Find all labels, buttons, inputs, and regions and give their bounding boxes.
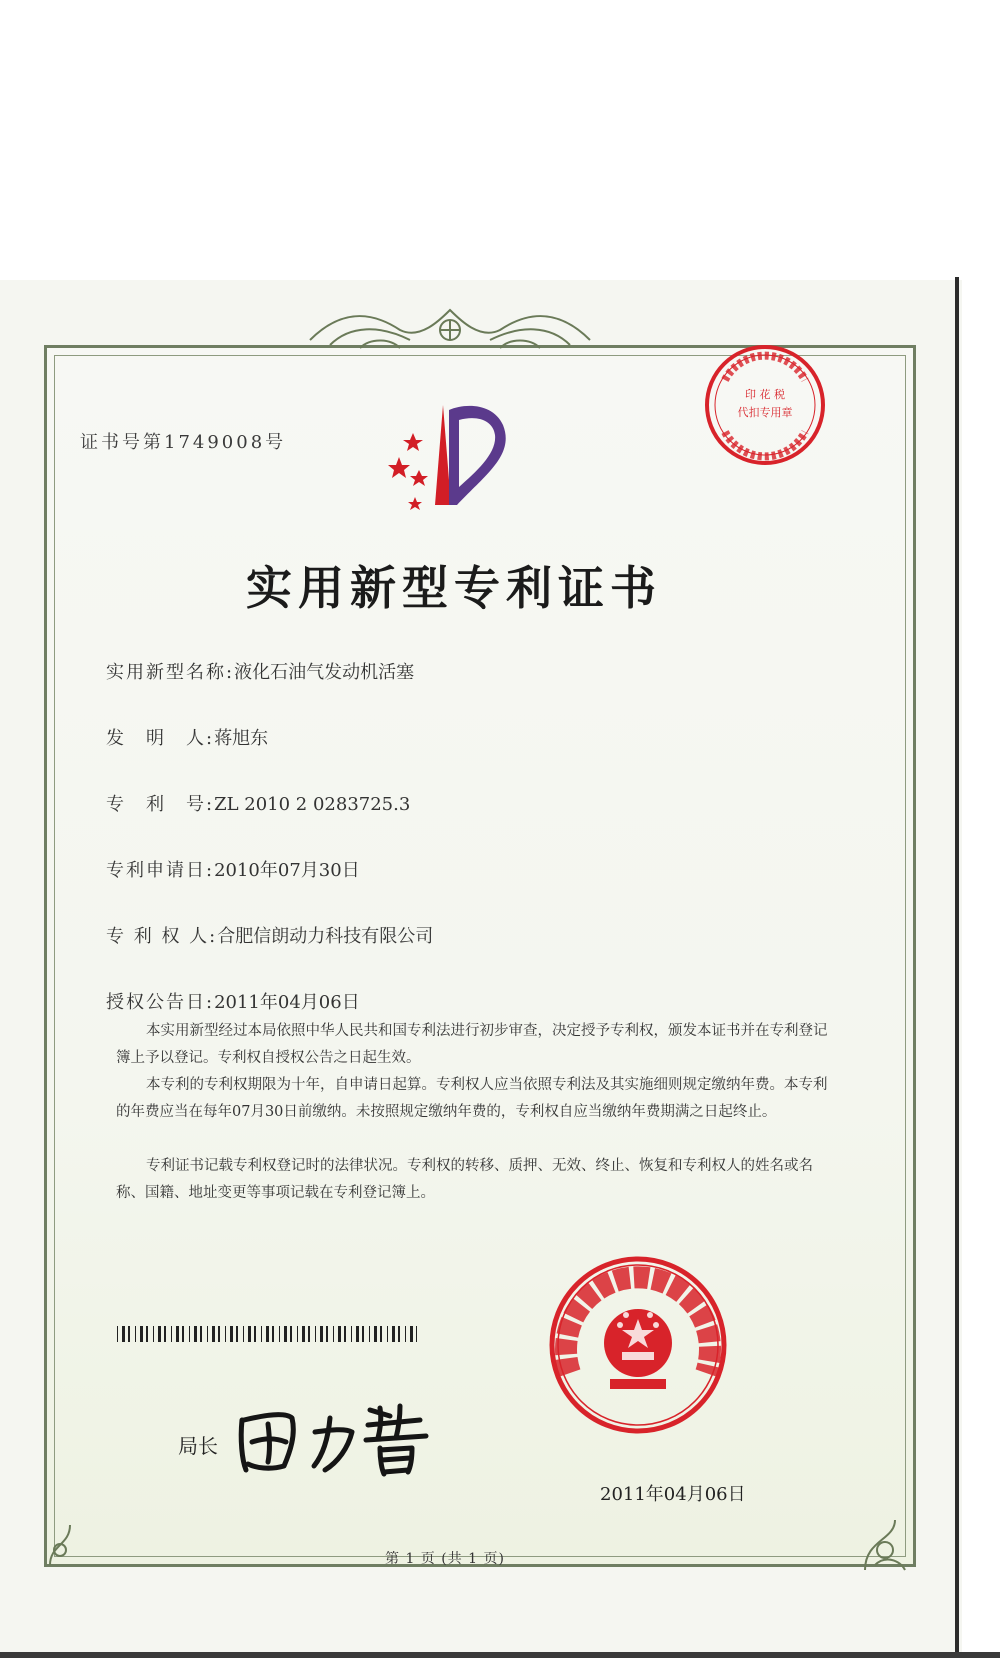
field-label: 专 利 号:: [106, 794, 215, 815]
certificate-inner-frame: [54, 355, 906, 1557]
national-ip-seal: [548, 1255, 728, 1435]
field-label: 实用新型名称:: [106, 662, 235, 683]
field-row: [106, 922, 433, 948]
field-value: 液化石油气发动机活塞: [234, 662, 415, 683]
field-row: [106, 790, 410, 816]
field-value: 合肥信朗动力科技有限公司: [217, 926, 434, 947]
field-value: ZL 2010 2 0283725.3: [214, 794, 411, 815]
svg-text:印 花 税: 印 花 税: [745, 388, 785, 401]
top-ornament: [300, 300, 600, 360]
scan-edge: [955, 277, 959, 1658]
page-title: 实用新型专利证书: [246, 561, 662, 615]
page-number: 第 1 页 (共 1 页): [385, 1551, 505, 1567]
director-label: 局长: [178, 1434, 218, 1458]
field-value: 2011年04月06日: [214, 992, 360, 1013]
issue-date: 2011年04月06日: [600, 1484, 746, 1505]
field-row: [106, 724, 268, 750]
body-paragraph: 本专利的专利权期限为十年，自申请日起算。专利权人应当依照专利法及其实施细则规定缴纳年费。本专利的年费应当在每年07月30日前缴纳。未按照规定缴纳年费的，专利权自应当缴纳年费期满之日起终止。: [116, 1077, 828, 1120]
scan-bottom-edge: [0, 1652, 1000, 1658]
tax-seal: [700, 340, 830, 470]
certificate-number: 证书号第1749008号: [80, 432, 287, 453]
field-label: 发 明 人:: [106, 728, 215, 749]
patent-office-logo: [385, 395, 535, 515]
body-paragraph: 专利证书记载专利权登记时的法律状况。专利权的转移、质押、无效、终止、恢复和专利权人的姓名或名称、国籍、地址变更等事项记载在专利登记簿上。: [116, 1158, 813, 1201]
barcode: [117, 1326, 417, 1342]
director-signature: [230, 1390, 440, 1480]
field-value: 蒋旭东: [214, 728, 269, 749]
field-label: 专 利 权 人:: [106, 926, 218, 947]
corner-ornament-left: [40, 1510, 80, 1570]
field-row: [106, 658, 414, 684]
field-row: [106, 988, 360, 1014]
corner-ornament: [855, 1510, 915, 1580]
body-paragraph: 本实用新型经过本局依照中华人民共和国专利法进行初步审查，决定授予专利权，颁发本证书并在专利登记簿上予以登记。专利权自授权公告之日起生效。: [116, 1023, 828, 1066]
field-row: [106, 856, 360, 882]
svg-text:代扣专用章: 代扣专用章: [737, 406, 793, 419]
field-label: 专利申请日:: [106, 860, 215, 881]
field-label: 授权公告日:: [106, 992, 215, 1013]
field-value: 2010年07月30日: [214, 860, 360, 881]
